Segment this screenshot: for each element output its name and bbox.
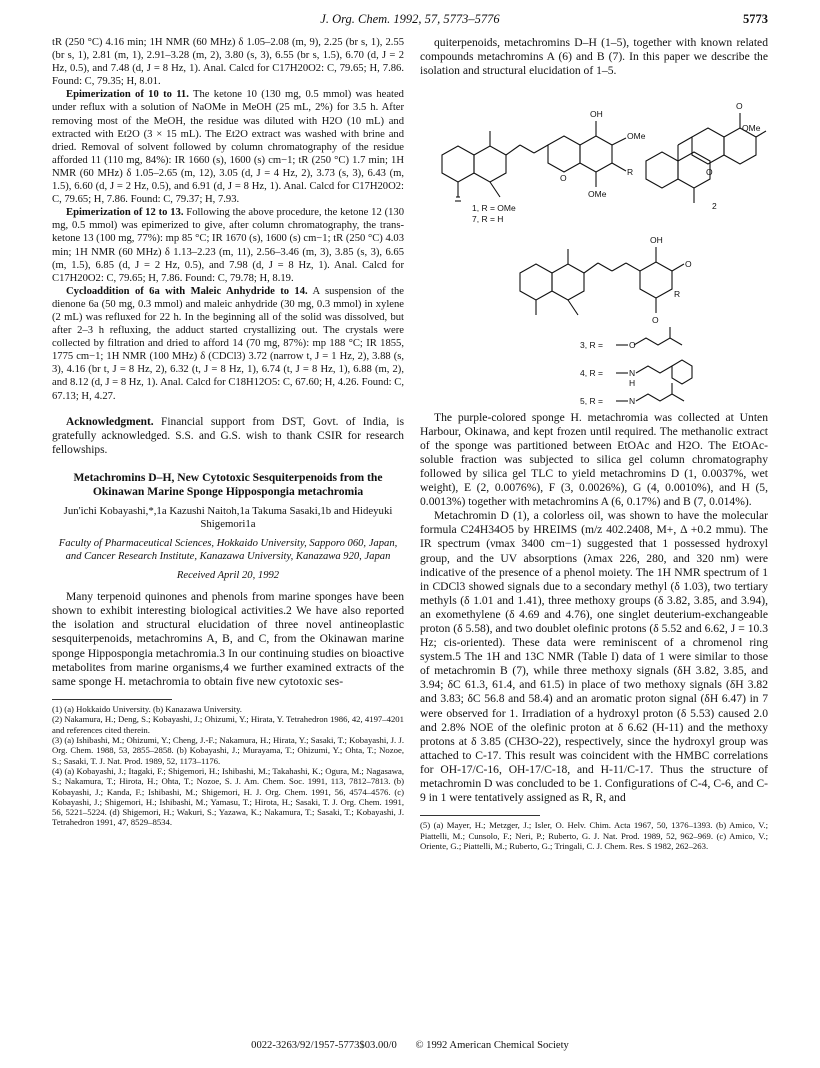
- label-o: O: [560, 172, 567, 183]
- compound-2-label: 2: [712, 200, 717, 211]
- run-in-heading: Epimerization of 12 to 13.: [66, 207, 184, 219]
- label-r: R: [627, 166, 634, 177]
- copyright: © 1992 American Chemical Society: [415, 1040, 569, 1051]
- footnote-divider: [420, 815, 540, 816]
- footnote-divider: [52, 699, 172, 700]
- paragraph-text: The ketone 10 (130 mg, 0.5 mmol) was heated under reflux with a solution of NaOMe in MeOH (25 mL, 2%) for 3.5 h. After removing most of the MeOH, the residue was diluted with H2O (10 mL) and extracted with Et2O (3 × 15 mL). The Et2O extract was washed with brine and dried. Removal of solvent followed by column chromatography of the residue afforded 11 (110 mg, 84%): IR 1660 (s), 1600 (s) cm−1; tR (250 °C) 1.7 min; 1H NMR (60 MHz) δ 1.05–2.65 (m, 12), 3.05 (d, J = 4 Hz, 2), 3.73 (s, 3), 6.43 (m, 1.5), 6.60 (d, J = 2 Hz, 0.5), and 6.91 (d, J = 8 Hz, 1). Anal. Calcd for C17H20O2: C, 79.65; H, 7.86. Found: C, 79.37; H, 7.93.: [52, 89, 404, 206]
- compound-5-label: 5, R =: [580, 395, 603, 405]
- experimental-paragraph: [52, 206, 404, 285]
- left-column: [52, 36, 404, 828]
- experimental-paragraph: [52, 88, 404, 206]
- compound-1-label: 1, R = OMe: [472, 202, 516, 213]
- introduction-paragraph: Many terpenoid quinones and phenols from marine sponges have been shown to exhibit interesting biological activities.2 We have also reported the isolation and structural elucidation of three novel antineoplastic sesquiterpenoids, metachromins A, B, and C, from the Okinawan marine sponge Hippospongia metachromia.3 In our continuing studies on bioactive metabolites from marine organisms,4 we further examined extracts of the same sponge H. metachromia to obtain five new cytotoxic ses-: [52, 589, 404, 688]
- label-ome: OMe: [588, 188, 607, 199]
- label-oh: OH: [650, 234, 663, 245]
- footnote: (5) (a) Mayer, H.; Metzger, J.; Isler, O. Helv. Chim. Acta 1967, 50, 1376–1393. (b) Amico, V.; Piattelli, M.; Cunsolo, F.; Neri, P.; Ruberto, G. J. Nat. Prod. 1989, 52, 962–969. (c) Amico, V.; Oriente, G.; Piattelli, M.; Ruberto, G.; Tringali, C. J. Chem. Res. S 1982, 262–263.: [420, 820, 768, 851]
- acknowledgment-heading: Acknowledgment.: [66, 415, 154, 428]
- label-r: R: [674, 288, 681, 299]
- structure-elucidation-paragraph: Metachromin D (1), a colorless oil, was shown to have the molecular formula C24H34O5 by HREIMS (m/z 402.2408, M+, Δ +0.2 mmu). The IR spectrum (νmax 3400 cm−1) suggested that 1 possessed hydroxyl group, and the UV absorptions (λmax 226, 280, and 320 nm) were indicative of the presence of a phenol moiety. The 1H NMR spectrum of 1 in CDCl3 showed signals due to a secondary methyl (δ 1.03), two tertiary methyls (δ 1.01 and 1.41), three methoxy groups (δ 3.82, 3.85, and 3.94), an exomethylene (δ 4.69 and 4.76), one singlet deuterium-exchangeable proton (δ 5.58), and two doublet olefinic protons (δ 5.52 and 6.62, J = 10.3 Hz; cis-oriented). These data were reminiscent of a chromenol ring system.5 The 1H and 13C NMR (Table I) data of 1 were similar to those of metachromin B (7), while three methoxy signals (δH 3.82, 3.85, and 3.94; δC 61.3, 61.4, and 61.5) in place of two methoxy signals (δH 3.82 and 3.83; δC 56.8 and 58.4) and an aromatic proton signal (δH 6.47) in 7 were observed for 1. Irradiation of a hydroxyl proton (δ 5.53) caused 2.0 and 2.8% NOE of the olefinic proton at δ 6.62 (H-11) and the methoxy protons at δ 3.85 (CH3O-22), respectively, since the hydroxyl group was attached to C-17. This result was coincident with the HMBC correlations for OH-17/C-16, OH-17/C-18, and H-11/C-17. Thus the structure of metachromin D was concluded to be 1. Configurations of C-4, C-6, and C-9 in 1 were tentatively assigned as R, R, and: [420, 509, 768, 805]
- acknowledgment-text: Financial support from DST, Govt. of India, is gratefully acknowledged. S.S. and G.S. wish to thank CSIR for research fellowships.: [52, 415, 404, 456]
- compound-7-label: 7, R = H: [472, 213, 504, 224]
- label-ome: OMe: [742, 122, 761, 133]
- label-o: O: [629, 339, 636, 350]
- compound-4-label: 4, R =: [580, 367, 603, 378]
- footnote: (3) (a) Ishibashi, M.; Ohizumi, Y.; Cheng, J.-F.; Nakamura, H.; Hirata, Y.; Sasaki, T.; Kobayashi, J. J. Org. Chem. 1988, 53, 2855–2858. (b) Kobayashi, J.; Murayama, T.; Ohizumi, Y.; Ohta, T.; Nozoe, S.; Sasaki, T. J. Nat. Prod. 1989, 52, 1173–1176.: [52, 735, 404, 766]
- side-chains: [616, 327, 692, 401]
- run-in-heading: Epimerization of 10 to 11.: [66, 89, 189, 101]
- author-list: Jun'ichi Kobayashi,*,1a Kazushi Naitoh,1a Takuma Sasaki,1b and Hideyuki Shigemori1a: [63, 504, 393, 530]
- structures-drawing: [420, 83, 768, 405]
- running-header: [0, 12, 820, 30]
- article-code: 0022-3263/92/1957-5773$03.00/0: [251, 1040, 397, 1051]
- experimental-paragraph: tR (250 °C) 4.16 min; 1H NMR (60 MHz) δ 1.05–2.08 (m, 9), 2.25 (br s, 1), 2.55 (br s, 1), 2.81 (m, 1), 2.91–3.28 (m, 2), 3.80 (s, 3), 6.55 (br s, 1.5), 6.70 (d, J = 2 Hz, 0.5), and 7.48 (d, J = 8 Hz, 1). Anal. Calcd for C17H20O2: C, 79.65; H, 7.86. Found: C, 79.35; H, 8.01.: [52, 37, 404, 88]
- affiliations: Faculty of Pharmaceutical Sciences, Hokkaido University, Sapporo 060, Japan, and Cancer Research Institute, Kanazawa University, Kanazawa 920, Japan: [58, 537, 398, 562]
- label-o: O: [685, 258, 692, 269]
- compound-3-label: 3, R =: [580, 339, 603, 350]
- structure-3-6: [520, 247, 684, 315]
- label-ome: OMe: [627, 130, 646, 141]
- label-o: O: [652, 314, 659, 325]
- label-n: N: [629, 367, 636, 378]
- label-o: O: [736, 100, 743, 111]
- label-oh: OH: [590, 108, 603, 119]
- journal-citation: J. Org. Chem. 1992, 57, 5773–5776: [320, 12, 500, 26]
- article-title: Metachromins D–H, New Cytotoxic Sesquiterpenoids from the Okinawan Marine Sponge Hippospongia metachromia: [73, 470, 383, 498]
- label-o: O: [706, 166, 713, 177]
- right-column: [420, 36, 768, 851]
- introduction-continued: quiterpenoids, metachromins D–H (1–5), together with known related compounds metachromins A (6) and B (7). In this paper we describe the isolation and structural elucidation of 1–5.: [420, 36, 768, 78]
- page-footer: [0, 1040, 820, 1051]
- experimental-paragraph: [52, 285, 404, 403]
- article-title-block: [52, 471, 404, 582]
- footnote: (1) (a) Hokkaido University. (b) Kanazawa University.: [52, 704, 242, 715]
- paragraph-text: Following the above procedure, the ketone 12 (130 mg, 0.5 mmol) was epimerized to give, after column chromatography, the trans-ketone 13 (100 mg, 77%): mp 85 °C; IR 1670 (s), 1600 (s) cm−1; tR (250 °C) 4.03 min; 1H NMR (60 MHz) δ 1.13–2.23 (m, 11), 2.56–3.46 (m, 3), 3.85 (s, 3), 6.65 (m, 1.5), 6.85 (d, J = 2 Hz, 0.5), and 7.98 (d, J = 8 Hz, 1). Anal. Calcd for C17H20O2: C, 79.65; H, 7.86. Found: C, 79.78; H, 8.19.: [52, 207, 404, 284]
- label-n: N: [629, 395, 636, 405]
- run-in-heading: Cycloaddition of 6a with Maleic Anhydride to 14.: [66, 285, 308, 297]
- page-number: 5773: [743, 12, 768, 26]
- footnote: (4) (a) Kobayashi, J.; Itagaki, F.; Shigemori, H.; Ishibashi, M.; Takahashi, K.; Ogura, M.; Nagasawa, S.; Nakamura, T.; Hirota, H.; Ohta, T.; Nozoe, S. J. Am. Chem. Soc. 1991, 113, 7812–7813. (b) Kobayashi, J.; Kanda, F.; Ishibashi, M.; Shigemori, H. J. Org. Chem. 1991, 56, 4574–4576. (c) Kobayashi, J.; Shigemori, H.; Ishibashi, M.; Yamasu, T.; Hirota, H.; Sasaki, T. J. Org. Chem. 1991, 56, 5221–5224. (d) Shigemori, H.; Wakuri, S.; Yazawa, K.; Nakamura, T.; Sasaki, T.; Kobayashi, J. Tetrahedron 1991, 47, 8529–8534.: [52, 765, 404, 828]
- isolation-paragraph: The purple-colored sponge H. metachromia was collected at Unten Harbour, Okinawa, and kept frozen until required. The methanolic extract of the sponge was partitioned between EtOAc and H2O. The EtOAc-soluble fraction was subjected to silica gel column chromatography followed by silica gel TLC to yield metachromins D (1, 0.0037%, wet weight), E (2, 0.0076%), F (3, 0.0026%), G (4, 0.0010%), and H (5, 0.0013%) together with metachromins A (6, 0.17%) and B (7, 0.014%).: [420, 410, 768, 509]
- paragraph-text: A suspension of the dienone 6a (50 mg, 0.3 mmol) and maleic anhydride (30 mg, 0.3 mmol) in xylene (2 mL) was refluxed for 22 h. In the beginning all of the solid was dissolved, but after 2–3 h refluxing, the adduct started crystallizing out. The crystals were collected by filtration and dried to afford 14 (70 mg, 87%): mp 188 °C; IR 1855, 1775 cm−1; 1H NMR (100 MHz) δ (CDCl3) 3.72 (narrow t, J = 1 Hz, 2), 3.88 (s, 3), 4.16 (br t, J = 8 Hz, 2), 6.32 (t, J = 8 Hz, 1), 6.74 (t, J = 8 Hz, 1), 6.88 (m, 2), and 8.12 (d, J = 8 Hz, 1). Anal. Calcd for C18H12O5: C, 67.60; H, 4.26. Found: C, 67.13; H, 4.27.: [52, 285, 404, 402]
- label-h: H: [629, 377, 636, 388]
- footnote: (2) Nakamura, H.; Deng, S.; Kobayashi, J.; Ohizumi, Y.; Hirata, Y. Tetrahedron 1986, 42, 4197–4201 and references cited therein.: [52, 714, 404, 735]
- chemical-structures-figure: [420, 83, 768, 405]
- received-date: Received April 20, 1992: [176, 569, 280, 581]
- acknowledgment: [52, 415, 404, 457]
